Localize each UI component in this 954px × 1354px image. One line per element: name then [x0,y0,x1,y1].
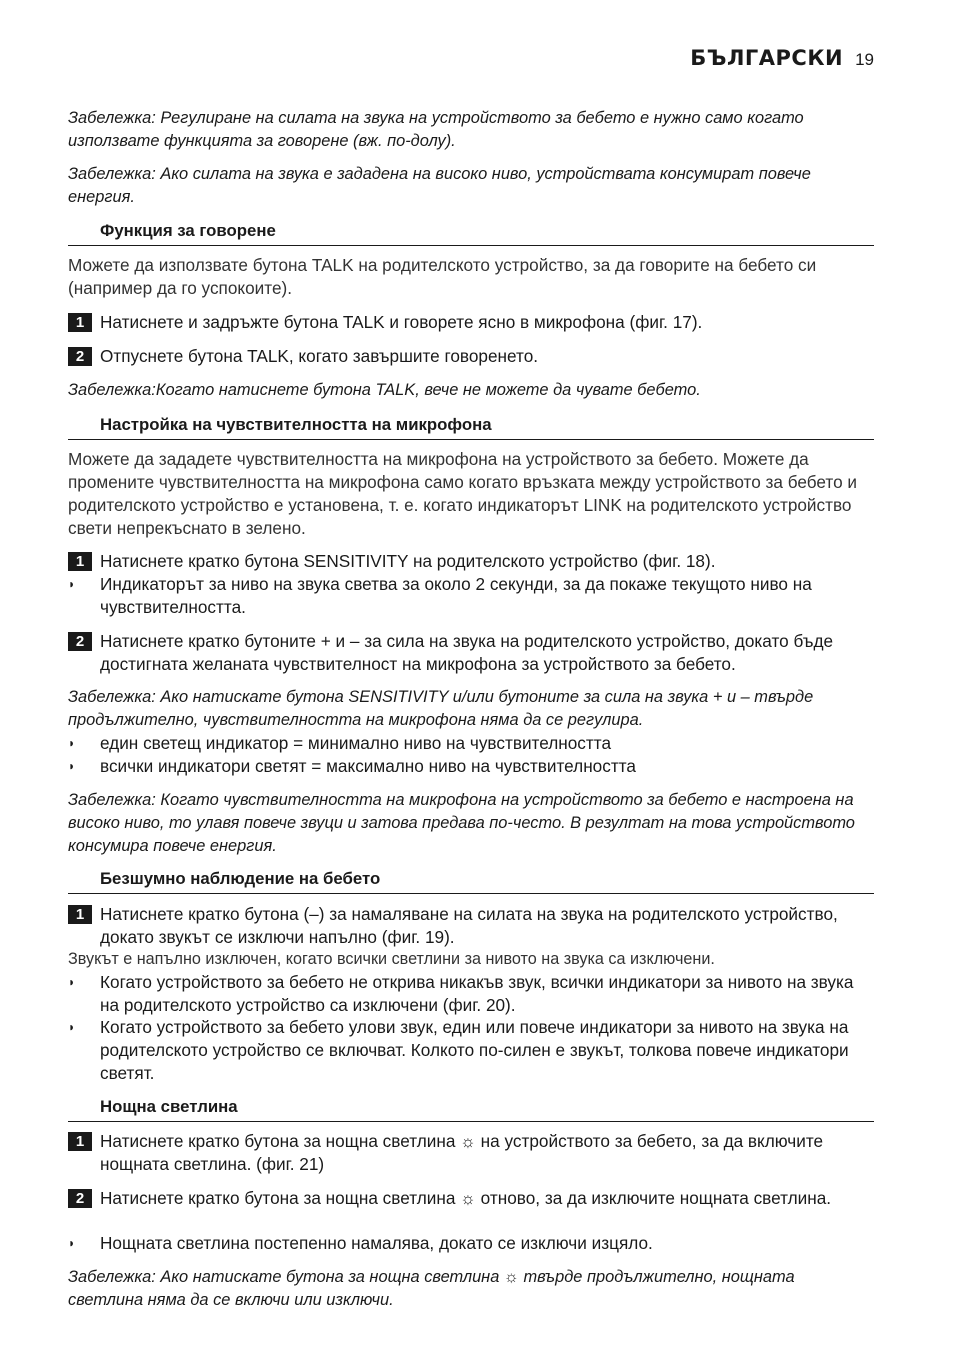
note-volume-talk: Забележка: Регулиране на силата на звука на устройството за бебето е нужно само когато използвате функцията за говорене (вж. по-долу). [68,109,804,150]
night-step-2: 2 Натиснете кратко бутона за нощна светлина ☼ отново, за да изключите нощната светлина. [68,1187,874,1210]
section-heading-silent: Безшумно наблюдение на бебето [68,868,874,894]
sensitivity-bullet-2: ◗ един светещ индикатор = минимално ниво на чувствителността [68,733,611,753]
silent-bullet-2: ◗ Когато устройството за бебето улови звук, един или повече индикатори за нивото на звука на родителското устройство се включват. Колкото по-силен е звукът, толкова повече индикатори светят. [68,1017,849,1083]
talk-intro: Можете да използвате бутона TALK на родителското устройство, за да говорите на бебето си (например да го успокоите). [68,255,817,298]
step-number: 1 [68,313,92,332]
step-number: 2 [68,1189,92,1208]
bullet-triangle-icon: ◗ [68,759,76,773]
sensitivity-bullet-1: ◗ Индикаторът за ниво на звука светва за около 2 секунди, за да покаже текущото ниво на чувствителността. [68,574,812,617]
sensitivity-bullet-3: ◗ всички индикатори светят = максимално ниво на чувствителността [68,756,636,776]
silent-plain: Звукът е напълно изключен, когато всички светлини за нивото на звука са изключени. [68,950,715,968]
step-number: 1 [68,1132,92,1151]
language-heading: БЪЛГАРСКИ [690,46,844,70]
sensitivity-intro: Можете да зададете чувствителността на микрофона на устройството за бебето. Можете да промените чувствителността на микрофона само когато връзката между устройството за бебето и родителското устройство е установена, т. е. когато индикаторът LINK на родителското устройство свети непрекъснато в зелено. [68,449,858,538]
page-number: 19 [855,50,874,69]
section-heading-talk: Функция за говорене [68,220,874,246]
sensitivity-step-1: 1 Натиснете кратко бутона SENSITIVITY на родителското устройство (фиг. 18). [68,550,874,573]
step-number: 2 [68,632,92,651]
page-header [68,46,874,76]
note-volume-energy: Забележка: Ако силата на звука е зададена на високо ниво, устройствата консумират повече енергия. [68,165,811,206]
night-step-1: 1 Натиснете кратко бутона за нощна светлина ☼ на устройството за бебето, за да включите нощната светлина. (фиг. 21) [68,1130,874,1176]
talk-step-2: 2 Отпуснете бутона TALK, когато завършите говоренето. [68,345,874,368]
sensitivity-note-1: Забележка: Ако натискате бутона SENSITIVITY и/или бутоните за сила на звука + и – твърде продължително, чувствителността на микрофона няма да се регулира. [68,688,814,729]
night-bullet-1: ◗ Нощната светлина постепенно намалява, докато се изключи изцяло. [68,1233,653,1253]
step-number: 1 [68,905,92,924]
bullet-triangle-icon: ◗ [68,577,76,591]
section-heading-sensitivity: Настройка на чувствителността на микрофона [68,414,874,440]
bullet-triangle-icon: ◗ [68,1020,76,1034]
sensitivity-step-2: 2 Натиснете кратко бутоните + и – за сила на звука на родителското устройство, докато бъде достигната желаната чувствителност на микрофона за устройството за бебето. [68,630,874,676]
bullet-triangle-icon: ◗ [68,1236,76,1250]
night-note: Забележка: Ако натискате бутона за нощна светлина ☼ твърде продължително, нощната светлина няма да се включи или изключи. [68,1268,795,1309]
step-number: 2 [68,347,92,366]
bullet-triangle-icon: ◗ [68,975,76,989]
sensitivity-note-2: Забележка: Когато чувствителността на микрофона на устройството за бебето е настроена на високо ниво, то улавя повече звуци и затова предава по-често. В резултат на това устройството консумира повече енергия. [68,791,855,855]
talk-step-1: 1 Натиснете и задръжте бутона TALK и говорете ясно в микрофона (фиг. 17). [68,311,874,334]
silent-bullet-1: ◗ Когато устройството за бебето не открива никакъв звук, всички индикатори за нивото на звука на родителското устройство са изключени (фиг. 20). [68,972,854,1015]
talk-note: Забележка:Когато натиснете бутона TALK, вече не можете да чувате бебето. [68,381,701,399]
section-heading-night: Нощна светлина [68,1096,874,1122]
silent-step-1: 1 Натиснете кратко бутона (–) за намаляване на силата на звука на родителското устройство, докато звукът се изключи напълно (фиг. 19). [68,903,874,949]
bullet-triangle-icon: ◗ [68,736,76,750]
step-number: 1 [68,552,92,571]
